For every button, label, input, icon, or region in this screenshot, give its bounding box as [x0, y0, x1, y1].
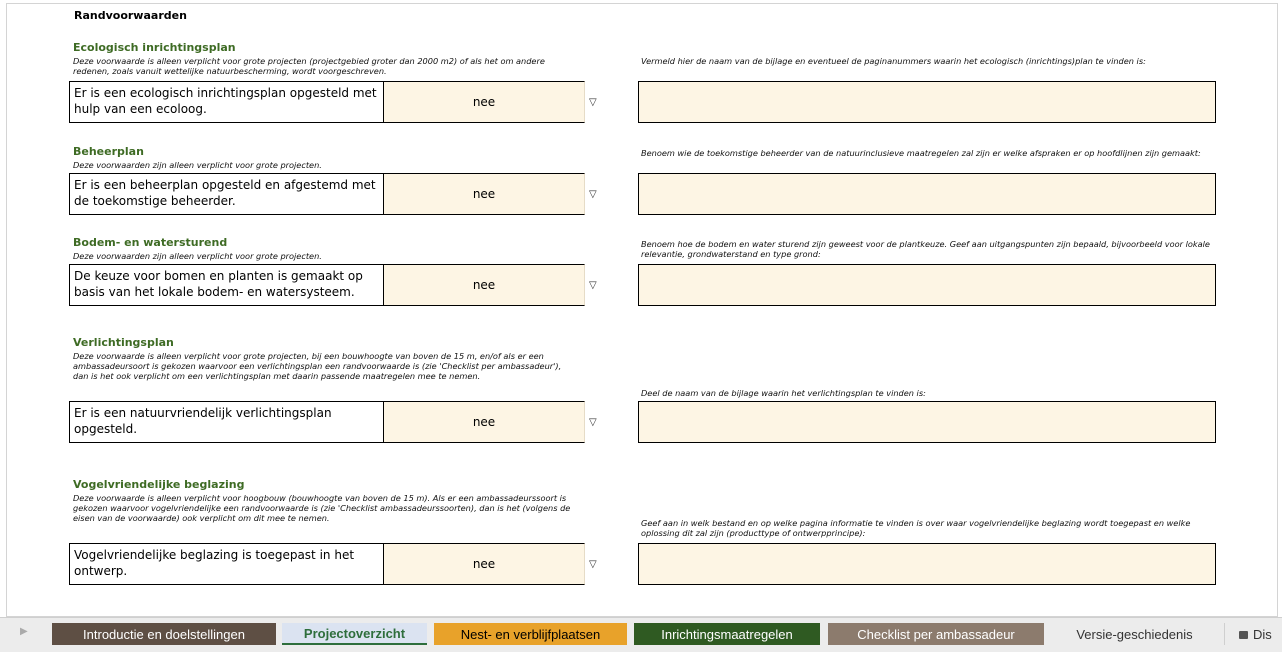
- question-cell: De keuze voor bomen en planten is gemaakt op basis van het lokale bodem- en watersysteem.: [69, 264, 384, 306]
- tab-label: Inrichtingsmaatregelen: [661, 626, 793, 642]
- section-description: Deze voorwaarde is alleen verplicht voor hoogbouw (bouwhoogte van boven de 15 m). Als er een ambassadeurssoort is gekozen waarvoor vogelvriendelijke een randvoorwaarde is (zie 'Checklist ambassadeurssoorten), dan is het (volgens de eisen van de voorwaarde) ook verplicht om dit mee te nemen.: [73, 493, 571, 523]
- tab-label: Projectoverzicht: [303, 625, 406, 641]
- answer-value: nee: [472, 415, 496, 429]
- answer-select[interactable]: [384, 81, 585, 123]
- tab-label: Nest- en verblijfplaatsen: [460, 626, 601, 642]
- question-cell: Vogelvriendelijke beglazing is toegepast in het ontwerp.: [69, 543, 384, 585]
- scroll-left-icon[interactable]: ▶: [20, 626, 28, 637]
- sheet-tab-bar: [0, 617, 1282, 652]
- explanation-input[interactable]: [638, 173, 1216, 215]
- answer-value: nee: [472, 187, 496, 201]
- dropdown-arrow-icon[interactable]: ▽: [589, 189, 597, 200]
- explanation-label: Deel de naam van de bijlage waarin het verlichtingsplan te vinden is:: [641, 388, 926, 398]
- answer-select[interactable]: [384, 401, 585, 443]
- tab-label: Versie-geschiedenis: [1076, 626, 1193, 642]
- section-title: Verlichtingsplan: [73, 336, 174, 349]
- tab-label: Dis: [1253, 626, 1272, 642]
- answer-select[interactable]: [384, 173, 585, 215]
- page-title: Randvoorwaarden: [74, 9, 187, 22]
- lock-icon: [1239, 631, 1248, 639]
- answer-value: nee: [472, 95, 496, 109]
- explanation-input[interactable]: [638, 543, 1216, 585]
- answer-select[interactable]: [384, 543, 585, 585]
- tab-nest-verblijfplaatsen[interactable]: [434, 623, 627, 645]
- question-cell: Er is een ecologisch inrichtingsplan opgesteld met hulp van een ecoloog.: [69, 81, 384, 123]
- tab-inrichtingsmaatregelen[interactable]: [634, 623, 820, 645]
- tab-label: Checklist per ambassadeur: [857, 626, 1015, 642]
- dropdown-arrow-icon[interactable]: ▽: [589, 280, 597, 291]
- explanation-input[interactable]: [638, 401, 1216, 443]
- section-description: Deze voorwaarde is alleen verplicht voor grote projecten (projectgebied groter dan 2000 m2) of als het om andere redenen, zoals vanuit wettelijke natuurbescherming, wordt voorgeschreven.: [73, 56, 545, 76]
- section-title: Beheerplan: [73, 145, 144, 158]
- explanation-label: Vermeld hier de naam van de bijlage en eventueel de paginanummers waarin het ecologisch (inrichtings)plan te vinden is:: [641, 56, 1146, 66]
- explanation-input[interactable]: [638, 81, 1216, 123]
- answer-select[interactable]: [384, 264, 585, 306]
- explanation-input[interactable]: [638, 264, 1216, 306]
- tab-introductie[interactable]: [52, 623, 276, 645]
- section-title: Vogelvriendelijke beglazing: [73, 478, 245, 491]
- dropdown-arrow-icon[interactable]: ▽: [589, 417, 597, 428]
- question-cell: Er is een natuurvriendelijk verlichtingsplan opgesteld.: [69, 401, 384, 443]
- tab-dis-locked[interactable]: [1224, 623, 1282, 645]
- tab-label: Introductie en doelstellingen: [83, 626, 245, 642]
- tab-projectoverzicht[interactable]: [282, 623, 427, 645]
- dropdown-arrow-icon[interactable]: ▽: [589, 97, 597, 108]
- explanation-label: Benoem wie de toekomstige beheerder van de natuurinclusieve maatregelen zal zijn er welke afspraken er op hoofdlijnen zijn gemaakt:: [641, 148, 1201, 158]
- tab-versie-geschiedenis[interactable]: [1052, 623, 1217, 645]
- tab-checklist-ambassadeur[interactable]: [828, 623, 1044, 645]
- section-title: Bodem- en watersturend: [73, 236, 228, 249]
- answer-value: nee: [472, 278, 496, 292]
- explanation-label: Benoem hoe de bodem en water sturend zijn geweest voor de plantkeuze. Geef aan uitgangspunten zijn bepaald, bijvoorbeeld voor lokale relevantie, grondwaterstand en type grond:: [641, 239, 1210, 259]
- section-description: Deze voorwaarde is alleen verplicht voor grote projecten, bij een bouwhoogte van boven de 15 m, en/of als er een ambassadeursoort is gekozen waarvoor een verlichtingsplan een randvoorwaarde is (zie 'Checklist per ambassadeur'), dan is het ook verplicht om een verlichtingsplan met daarin passende maatregelen mee te nemen.: [73, 351, 562, 381]
- section-description: Deze voorwaarden zijn alleen verplicht voor grote projecten.: [73, 251, 322, 261]
- question-cell: Er is een beheerplan opgesteld en afgestemd met de toekomstige beheerder.: [69, 173, 384, 215]
- explanation-label: Geef aan in welk bestand en op welke pagina informatie te vinden is over waar vogelvriendelijke beglazing wordt toegepast en welke oplossing dit zal zijn (producttype of ontwerpprincipe):: [641, 518, 1191, 538]
- section-title: Ecologisch inrichtingsplan: [73, 41, 236, 54]
- dropdown-arrow-icon[interactable]: ▽: [589, 559, 597, 570]
- section-description: Deze voorwaarden zijn alleen verplicht voor grote projecten.: [73, 160, 322, 170]
- answer-value: nee: [472, 557, 496, 571]
